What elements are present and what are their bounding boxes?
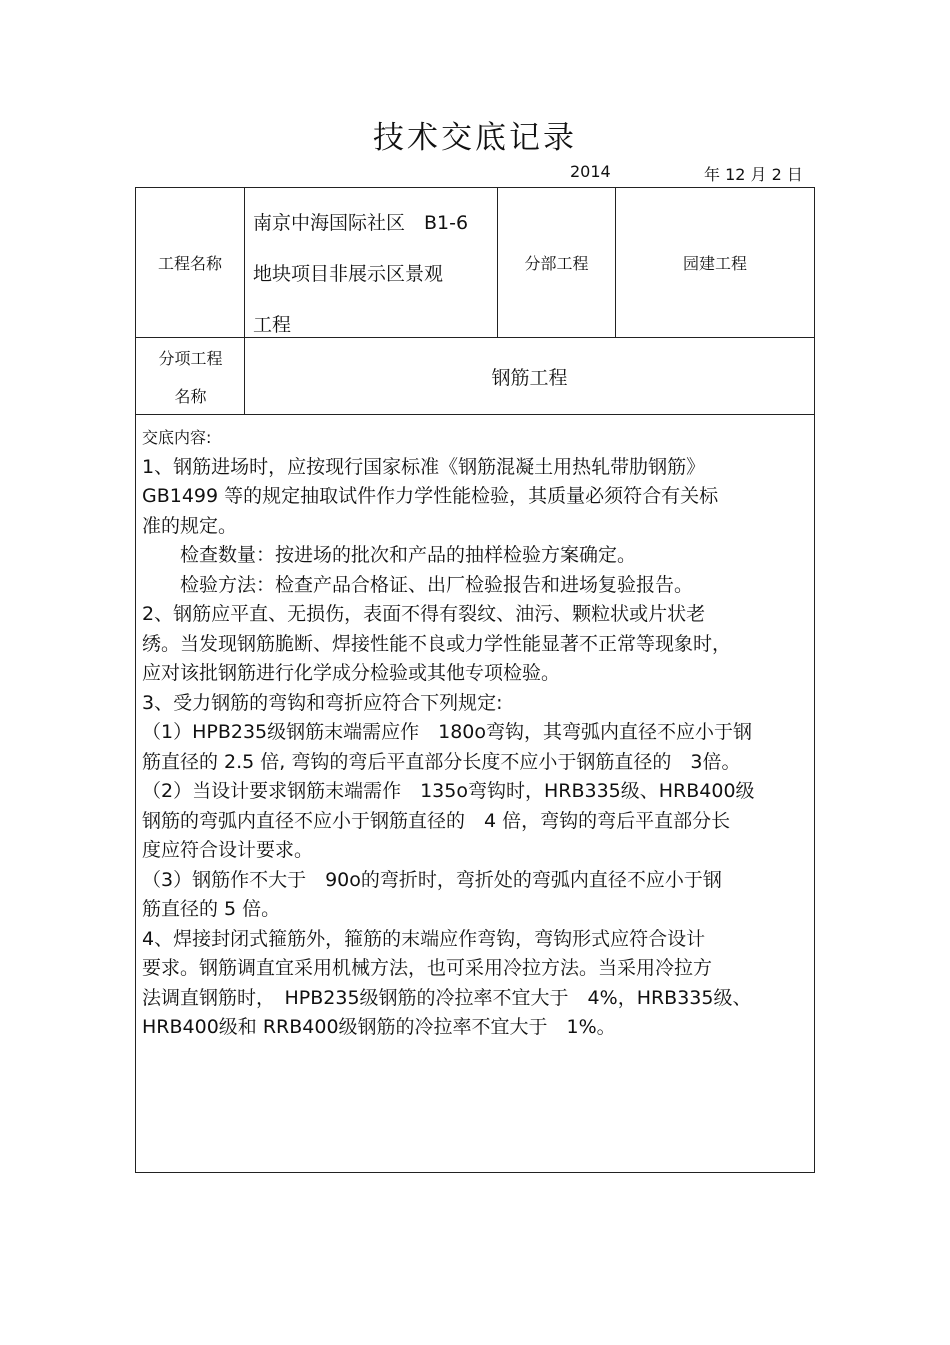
content-line: 2、钢筋应平直、无损伤，表面不得有裂纹、油污、颗粒状或片状老 <box>142 603 706 625</box>
content-line: （3）钢筋作不大于 90o的弯折时，弯折处的弯弧内直径不应小于钢 <box>142 868 722 891</box>
content-heading: 交底内容: <box>142 428 212 447</box>
content-line: 度应符合设计要求。 <box>142 839 314 861</box>
division-label: 分部工程 <box>524 254 589 273</box>
content-line: 应对该批钢筋进行化学成分检验或其他专项检验。 <box>142 662 561 684</box>
date-year: 2014 <box>570 162 611 181</box>
project-label: 工程名称 <box>157 254 222 273</box>
subitem-label <box>137 340 244 416</box>
content-line: 钢筋的弯弧内直径不应小于钢筋直径的 4 倍，弯钩的弯后平直部分长 <box>142 809 731 832</box>
date-month-day: 年 12 月 2 日 <box>704 165 803 184</box>
briefing-content <box>142 423 812 1043</box>
content-line: 3、受力钢筋的弯钩和弯折应符合下列规定: <box>142 691 503 714</box>
division-value: 园建工程 <box>682 254 747 273</box>
content-line: 法调直钢筋时， HPB235级钢筋的冷拉率不宜大于 4%，HRB335级、 <box>142 986 752 1009</box>
document-title: 技术交底记录 <box>373 120 577 156</box>
subitem-value: 钢筋工程 <box>491 366 568 389</box>
subitem-label-line: 名称 <box>174 387 207 406</box>
content-line: 4、焊接封闭式箍筋外，箍筋的末端应作弯钩，弯钩形式应符合设计 <box>142 927 706 950</box>
project-name-line: 南京中海国际社区 B1-6 <box>253 212 469 234</box>
subitem-label-line: 分项工程 <box>158 349 223 368</box>
content-line: 准的规定。 <box>142 514 238 537</box>
content-line: 绣。当发现钢筋脆断、焊接性能不良或力学性能显著不正常等现象时， <box>142 632 732 655</box>
content-line: HRB400级和 RRB400级钢筋的冷拉率不宜大于 1%。 <box>142 1016 616 1038</box>
content-line: （2）当设计要求钢筋末端需作 135o弯钩时，HRB335级、HRB400级 <box>142 780 755 802</box>
content-line: 筋直径的 2.5 倍, 弯钩的弯后平直部分长度不应小于钢筋直径的 3倍。 <box>142 750 741 773</box>
content-line: 检查数量：按进场的批次和产品的抽样检验方案确定。 <box>142 544 637 566</box>
content-line: 要求。钢筋调直宜采用机械方法，也可采用冷拉方法。当采用冷拉方 <box>142 957 713 979</box>
content-line: 检验方法：检查产品合格证、出厂检验报告和进场复验报告。 <box>142 573 694 596</box>
project-name-line: 工程 <box>253 314 292 336</box>
content-line: 1、钢筋进场时，应按现行国家标准《钢筋混凝土用热轧带肋钢筋》 <box>142 455 706 478</box>
content-line: GB1499 等的规定抽取试件作力学性能检验，其质量必须符合有关标 <box>142 485 719 507</box>
content-line: （1）HPB235级钢筋末端需应作 180o弯钩，其弯弧内直径不应小于钢 <box>142 721 753 743</box>
project-name <box>253 198 491 351</box>
project-name-line: 地块项目非展示区景观 <box>253 263 444 285</box>
content-line: 筋直径的 5 倍。 <box>142 898 281 920</box>
